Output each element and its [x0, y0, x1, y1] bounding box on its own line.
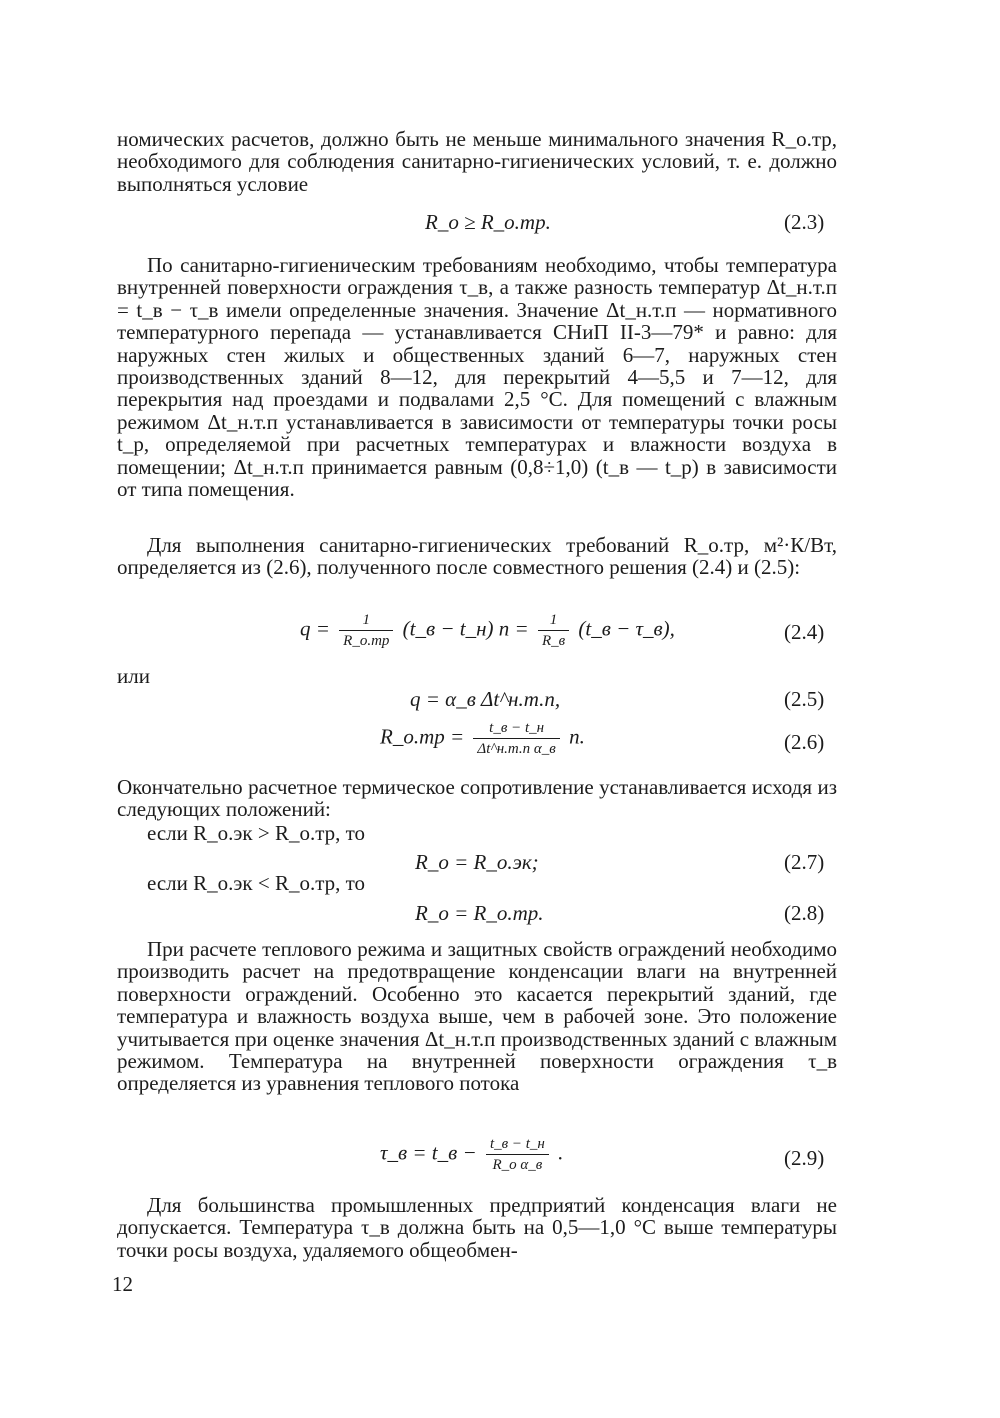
- equation-number: (2.6): [784, 730, 825, 754]
- equation-2-7: [415, 850, 539, 875]
- equation-formula: R_о = R_о.эк;: [415, 850, 539, 874]
- condition-2: если R_о.эк < R_о.тр, то: [147, 871, 366, 895]
- equation-2-4: [300, 610, 675, 651]
- fraction-denominator: R_о.тр: [343, 633, 390, 649]
- fraction: [538, 610, 569, 651]
- paragraph-5: [117, 938, 837, 1095]
- equation-2-8: [415, 901, 544, 926]
- paragraph-3: [117, 534, 837, 579]
- paragraph-4: [117, 776, 837, 821]
- paragraph-6: [117, 1194, 837, 1261]
- paragraph-text: Для выполнения санитарно-гигиенических требований R_о.тр, м²·К/Вт, определяется из (2.6), полученного после совместного решения (2.4) и (2.5):: [117, 533, 837, 580]
- word-or: или: [117, 664, 150, 688]
- fraction: [339, 610, 393, 651]
- paragraph-text: номических расчетов, должно быть не меньше минимального значения R_о.тр, необходимого для соблюдения санитарно-гигиенических условий, т. е. должно выполняться условие: [117, 127, 837, 196]
- fraction: [473, 718, 559, 759]
- equation-number: (2.5): [784, 687, 825, 711]
- paragraph-text: При расчете теплового режима и защитных свойств ограждений необходимо производить расчет на предотвращение конденсации влаги на внутренней поверхности ограждений. Особенно это касается перекрытий зданий, где температура и влажность воздуха выше, чем в рабочей зоне. Это положение учитывается при оценке значения Δt_н.т.п производственных зданий с влажным режимом. Температура на внутренней поверхности ограждения τ_в определяется из уравнения теплового потока: [117, 937, 837, 1096]
- page-number: 12: [112, 1272, 133, 1296]
- equation-tail: n.: [569, 724, 585, 749]
- equation-2-6: [380, 718, 585, 759]
- equation-number: (2.8): [784, 901, 825, 925]
- paragraph-text: По санитарно-гигиеническим требованиям необходимо, чтобы температура внутренней поверхности ограждения τ_в, а также разность температур Δt_н.т.п = t_в − τ_в имели определенные значения. Значение Δt_н.т.п — нормативного температурного перепада — устанавливается СНиП II-3—79* и равно: для наружных стен жилых и общественных зданий 6—7, наружных стен производственных зданий 8—12, для перекрытий 4—5,5 и 7—12, для перекрытия над проездами и подвалами 2,5 °С. Для помещений с влажным режимом Δt_н.т.п устанавливается в зависимости от температуры точки росы t_р, определяемой при расчетных температурах и влажности воздуха в помещении; Δt_н.т.п принимается равным (0,8÷1,0) (t_в — t_р) в зависимости от типа помещения.: [117, 253, 837, 502]
- equation-tail: (t_в − τ_в),: [578, 616, 675, 641]
- equation-number: (2.4): [784, 620, 825, 644]
- condition-1: если R_о.эк > R_о.тр, то: [147, 821, 366, 845]
- equation-number: (2.3): [784, 210, 825, 234]
- equation-lhs: τ_в = t_в −: [380, 1140, 477, 1165]
- equation-lhs: q =: [300, 616, 330, 641]
- fraction-numerator: 1: [538, 610, 569, 631]
- equation-number: (2.9): [784, 1146, 825, 1170]
- paragraph-text: Окончательно расчетное термическое сопротивление устанавливается исходя из следующих положений:: [117, 775, 837, 822]
- paragraph-text: Для большинства промышленных предприятий конденсация влаги не допускается. Температура τ_в должна быть на 0,5—1,0 °С выше температуры точки росы воздуха, удаляемого общеобмен-: [117, 1193, 837, 1262]
- equation-2-3: [425, 210, 551, 235]
- equation-formula: R_о = R_о.тр.: [415, 901, 544, 925]
- fraction-numerator: t_в − t_н: [486, 1134, 549, 1155]
- equation-formula: q = α_в Δt^н.т.п,: [410, 687, 561, 711]
- paragraph-1: [117, 128, 837, 195]
- fraction-denominator: R_о α_в: [492, 1157, 543, 1173]
- equation-number: (2.7): [784, 850, 825, 874]
- fraction-denominator: R_в: [541, 633, 566, 649]
- fraction-denominator: Δt^н.т.п α_в: [477, 741, 556, 757]
- fraction-numerator: 1: [339, 610, 393, 631]
- equation-middle: (t_в − t_н) n =: [402, 616, 529, 641]
- fraction: [486, 1134, 549, 1175]
- equation-lhs: R_о.тр =: [380, 724, 465, 749]
- equation-2-9: [380, 1134, 563, 1175]
- equation-formula: R_о ≥ R_о.тр.: [425, 210, 551, 234]
- fraction-numerator: t_в − t_н: [473, 718, 559, 739]
- paragraph-2: [117, 254, 837, 500]
- equation-2-5: [410, 687, 560, 712]
- equation-tail: .: [558, 1140, 564, 1165]
